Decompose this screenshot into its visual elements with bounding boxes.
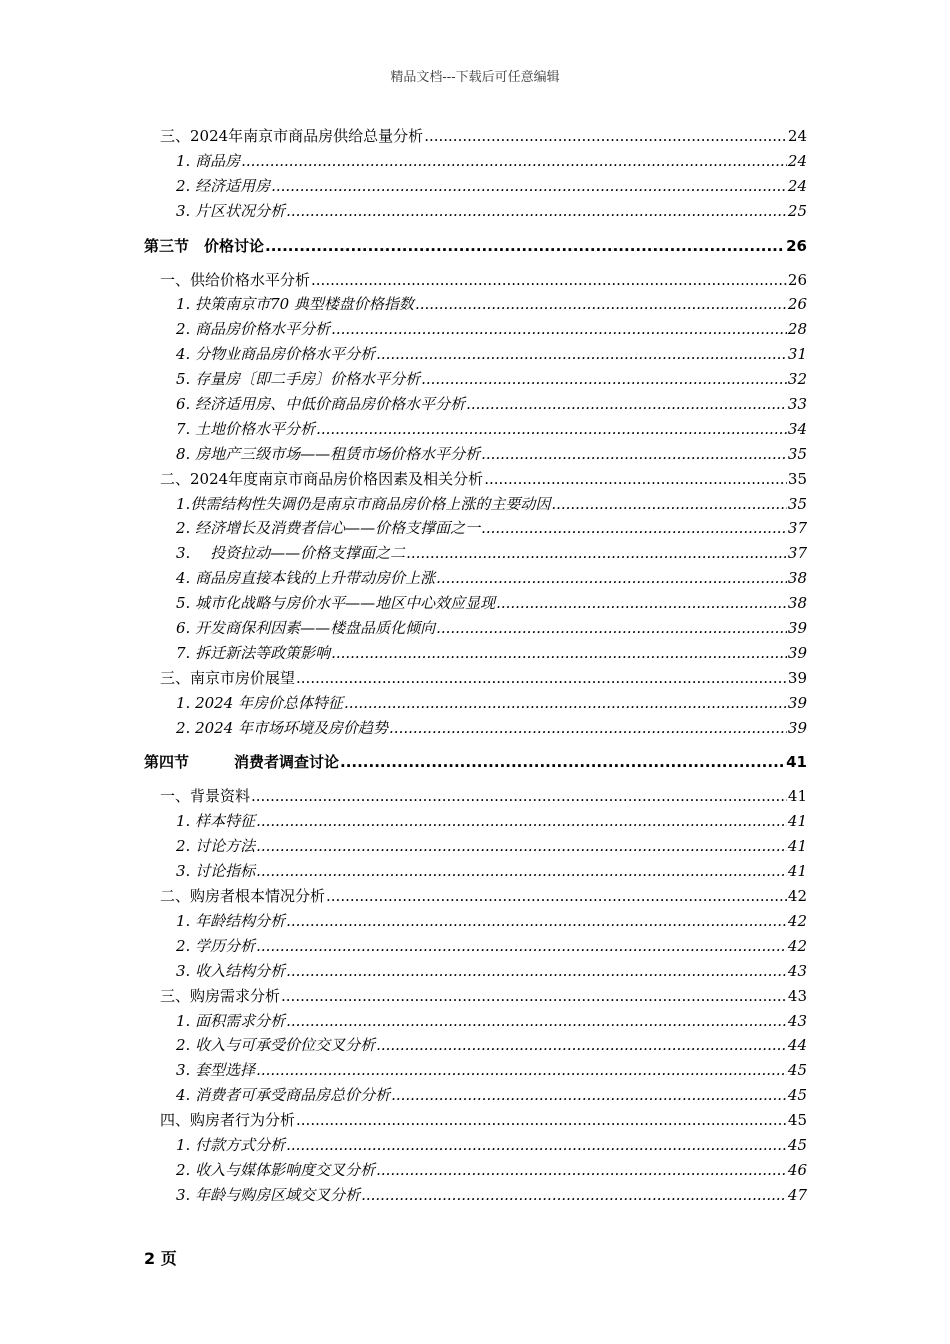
toc-entry-page-number: 32	[787, 370, 807, 389]
toc-entry[interactable]	[144, 149, 807, 174]
toc-entry[interactable]	[144, 199, 807, 224]
toc-entry[interactable]	[144, 442, 807, 467]
toc-entry[interactable]	[144, 1158, 807, 1183]
toc-entry-page-number: 39	[787, 619, 807, 638]
dot-leader	[340, 750, 785, 775]
toc-entry-page-number: 41	[787, 787, 807, 806]
toc-entry-page-number: 47	[787, 1185, 807, 1204]
toc-entry-page-number: 28	[787, 320, 807, 339]
dot-leader	[296, 666, 787, 691]
toc-entry-label: 3. 讨论指标	[176, 862, 256, 881]
toc-entry-label: 1. 商品房	[176, 151, 241, 170]
toc-entry-page-number: 26	[787, 270, 807, 289]
toc-entry[interactable]	[144, 1183, 807, 1208]
dot-leader	[326, 884, 787, 909]
dot-leader	[496, 591, 787, 616]
toc-entry-page-number: 41	[787, 812, 807, 831]
toc-entry[interactable]	[144, 984, 807, 1009]
toc-entry-label: 4. 消费者可承受商品房总价分析	[176, 1086, 391, 1105]
dot-leader	[286, 199, 787, 224]
dot-leader	[466, 392, 787, 417]
toc-entry[interactable]	[144, 268, 807, 293]
toc-entry-page-number: 43	[787, 961, 807, 980]
toc-entry-page-number: 39	[787, 693, 807, 712]
toc-entry[interactable]	[144, 691, 807, 716]
toc-entry-label: 1. 面积需求分析	[176, 1011, 286, 1030]
dot-leader	[281, 984, 787, 1009]
toc-entry[interactable]	[144, 1108, 807, 1133]
toc-entry-label: 2. 收入与媒体影响度交叉分析	[176, 1160, 376, 1179]
toc-entry-page-number: 39	[787, 718, 807, 737]
dot-leader	[256, 934, 787, 959]
toc-entry-label: 5. 存量房〔即二手房〕价格水平分析	[176, 370, 421, 389]
toc-entry-label: 3. 年龄与购房区域交叉分析	[176, 1185, 361, 1204]
dot-leader	[484, 467, 787, 492]
toc-entry-label: 三、购房需求分析	[160, 986, 281, 1005]
toc-entry-page-number: 41	[786, 753, 807, 772]
toc-entry[interactable]	[144, 492, 807, 517]
toc-entry[interactable]	[144, 809, 807, 834]
dot-leader	[421, 367, 787, 392]
toc-entry-page-number: 38	[787, 594, 807, 613]
toc-entry-page-number: 33	[787, 395, 807, 414]
dot-leader	[286, 1009, 787, 1034]
toc-entry-label: 一、供给价格水平分析	[160, 270, 311, 289]
dot-leader	[331, 641, 787, 666]
dot-leader	[551, 492, 787, 517]
toc-entry-page-number: 41	[787, 862, 807, 881]
toc-entry-label: 四、购房者行为分析	[160, 1111, 296, 1130]
toc-entry-page-number: 43	[787, 986, 807, 1005]
toc-entry[interactable]	[144, 342, 807, 367]
page-header: 精品文档---下载后可任意编辑	[390, 70, 560, 85]
toc-section-entry[interactable]	[144, 234, 807, 258]
dot-leader	[344, 691, 787, 716]
toc-entry-label: 6. 经济适用房、中低价商品房价格水平分析	[176, 395, 466, 414]
toc-entry-page-number: 24	[787, 176, 807, 195]
toc-entry-label: 二、购房者根本情况分析	[160, 887, 326, 906]
toc-entry-page-number: 42	[787, 887, 807, 906]
toc-entry[interactable]	[144, 292, 807, 317]
page-footer: 2 页	[144, 1249, 177, 1268]
toc-entry-label: 2. 商品房价格水平分析	[176, 320, 331, 339]
toc-entry-page-number: 35	[787, 494, 807, 513]
dot-leader	[424, 124, 787, 149]
toc-entry-label: 第四节 消费者调查讨论	[144, 753, 340, 772]
dot-leader	[265, 234, 785, 259]
toc-entry[interactable]	[144, 1133, 807, 1158]
toc-entry[interactable]	[144, 516, 807, 541]
toc-entry-page-number: 24	[787, 151, 807, 170]
toc-entry[interactable]	[144, 467, 807, 492]
dot-leader	[436, 566, 787, 591]
toc-entry-label: 1. 年龄结构分析	[176, 911, 286, 930]
dot-leader	[389, 716, 787, 741]
toc-entry[interactable]	[144, 591, 807, 616]
toc-entry-label: 1. 抉策南京市70 典型楼盘价格指数	[176, 295, 414, 314]
toc-entry-label: 7. 土地价格水平分析	[176, 419, 316, 438]
toc-entry-label: 1. 付款方式分析	[176, 1135, 286, 1154]
dot-leader	[271, 174, 787, 199]
toc-entry-label: 2. 2024 年市场环境及房价趋势	[176, 718, 389, 737]
toc-entry-page-number: 35	[787, 469, 807, 488]
dot-leader	[481, 516, 787, 541]
toc-entry[interactable]	[144, 566, 807, 591]
toc-entry-label: 一、背景资料	[160, 787, 251, 806]
dot-leader	[256, 809, 787, 834]
dot-leader	[316, 417, 787, 442]
toc-entry-page-number: 46	[787, 1160, 807, 1179]
dot-leader	[241, 149, 787, 174]
toc-entry-page-number: 45	[787, 1086, 807, 1105]
dot-leader	[331, 317, 787, 342]
toc-entry-label: 1. 2024 年房价总体特征	[176, 693, 344, 712]
dot-leader	[361, 1183, 787, 1208]
toc-entry-label: 3. 片区状况分析	[176, 201, 286, 220]
dot-leader	[251, 784, 787, 809]
toc-entry-page-number: 41	[787, 837, 807, 856]
toc-entry[interactable]	[144, 1058, 807, 1083]
toc-entry[interactable]	[144, 641, 807, 666]
toc-entry[interactable]	[144, 934, 807, 959]
dot-leader	[256, 1058, 787, 1083]
toc-entry-page-number: 31	[787, 345, 807, 364]
toc-entry[interactable]	[144, 859, 807, 884]
toc-entry-label: 6. 开发商保利因素——楼盘品质化倾向	[176, 619, 436, 638]
toc-entry-page-number: 45	[787, 1135, 807, 1154]
dot-leader	[286, 1133, 787, 1158]
toc-entry[interactable]	[144, 1033, 807, 1058]
toc-entry-page-number: 42	[787, 911, 807, 930]
toc-entry[interactable]	[144, 784, 807, 809]
toc-entry-label: 三、2024年南京市商品房供给总量分析	[160, 127, 424, 145]
toc-entry-page-number: 37	[787, 544, 807, 563]
toc-entry-label: 4. 商品房直接本钱的上升带动房价上涨	[176, 569, 436, 588]
toc-entry[interactable]	[144, 317, 807, 342]
toc-entry-label: 第三节 价格讨论	[144, 236, 265, 255]
dot-leader	[376, 1033, 787, 1058]
dot-leader	[376, 1158, 787, 1183]
toc-entry[interactable]	[144, 884, 807, 909]
toc-entry[interactable]	[144, 174, 807, 199]
toc-entry-label: 二、2024年度南京市商品房价格因素及相关分析	[160, 469, 484, 488]
dot-leader	[391, 1083, 787, 1108]
dot-leader	[286, 959, 787, 984]
toc-entry-page-number: 39	[787, 643, 807, 662]
toc-entry[interactable]	[144, 1009, 807, 1034]
toc-entry[interactable]	[144, 541, 807, 566]
toc-entry-page-number: 45	[787, 1111, 807, 1130]
toc-entry-page-number: 26	[786, 236, 807, 255]
toc-entry[interactable]	[144, 124, 807, 149]
toc-entry-label: 3. 套型选择	[176, 1061, 256, 1080]
toc-entry-page-number: 43	[787, 1011, 807, 1030]
dot-leader	[311, 268, 787, 293]
toc-entry-page-number: 34	[787, 419, 807, 438]
dot-leader	[256, 834, 787, 859]
toc-entry-page-number: 25	[787, 201, 807, 220]
toc-entry-page-number: 26	[787, 295, 807, 314]
toc-entry-page-number: 39	[787, 668, 807, 687]
toc-entry-page-number: 44	[787, 1036, 807, 1055]
dot-leader	[415, 292, 787, 317]
toc-entry[interactable]	[144, 1083, 807, 1108]
dot-leader	[256, 859, 787, 884]
toc-entry-label: 1. 样本特征	[176, 812, 256, 831]
toc-entry-label: 1.供需结构性失调仍是南京市商品房价格上涨的主要动因	[176, 494, 551, 513]
toc-entry-label: 2. 讨论方法	[176, 837, 256, 856]
toc-entry[interactable]	[144, 834, 807, 859]
toc-entry-label: 7. 拆迁新法等政策影响	[176, 643, 331, 662]
dot-leader	[296, 1108, 787, 1133]
toc-entry[interactable]	[144, 616, 807, 641]
toc-entry-label: 3. 收入结构分析	[176, 961, 286, 980]
toc-entry-label: 三、南京市房价展望	[160, 668, 296, 687]
toc-entry-label: 2. 收入与可承受价位交叉分析	[176, 1036, 376, 1055]
toc-entry[interactable]	[144, 909, 807, 934]
toc-entry-page-number: 24	[787, 127, 807, 145]
toc-entry[interactable]	[144, 959, 807, 984]
toc-entry[interactable]	[144, 716, 807, 741]
dot-leader	[376, 342, 787, 367]
toc-entry-label: 3. 投资拉动——价格支撑面之二	[176, 544, 406, 563]
toc-entry[interactable]	[144, 417, 807, 442]
toc-entry-label: 5. 城市化战略与房价水平——地区中心效应显现	[176, 594, 496, 613]
toc-entry-label: 2. 经济增长及消费者信心——价格支撑面之一	[176, 519, 481, 538]
toc-entry-page-number: 38	[787, 569, 807, 588]
toc-entry-label: 2. 学历分析	[176, 936, 256, 955]
toc-entry-page-number: 37	[787, 519, 807, 538]
toc-entry[interactable]	[144, 367, 807, 392]
toc-entry-label: 4. 分物业商品房价格水平分析	[176, 345, 376, 364]
table-of-contents	[144, 124, 807, 1208]
dot-leader	[481, 442, 787, 467]
toc-entry[interactable]	[144, 392, 807, 417]
toc-entry-page-number: 42	[787, 936, 807, 955]
dot-leader	[436, 616, 787, 641]
toc-entry-page-number: 45	[787, 1061, 807, 1080]
toc-entry[interactable]	[144, 666, 807, 691]
dot-leader	[406, 541, 787, 566]
toc-section-entry[interactable]	[144, 750, 807, 774]
toc-entry-label: 2. 经济适用房	[176, 176, 271, 195]
toc-entry-page-number: 35	[787, 444, 807, 463]
toc-entry-label: 8. 房地产三级市场——租赁市场价格水平分析	[176, 444, 481, 463]
dot-leader	[286, 909, 787, 934]
